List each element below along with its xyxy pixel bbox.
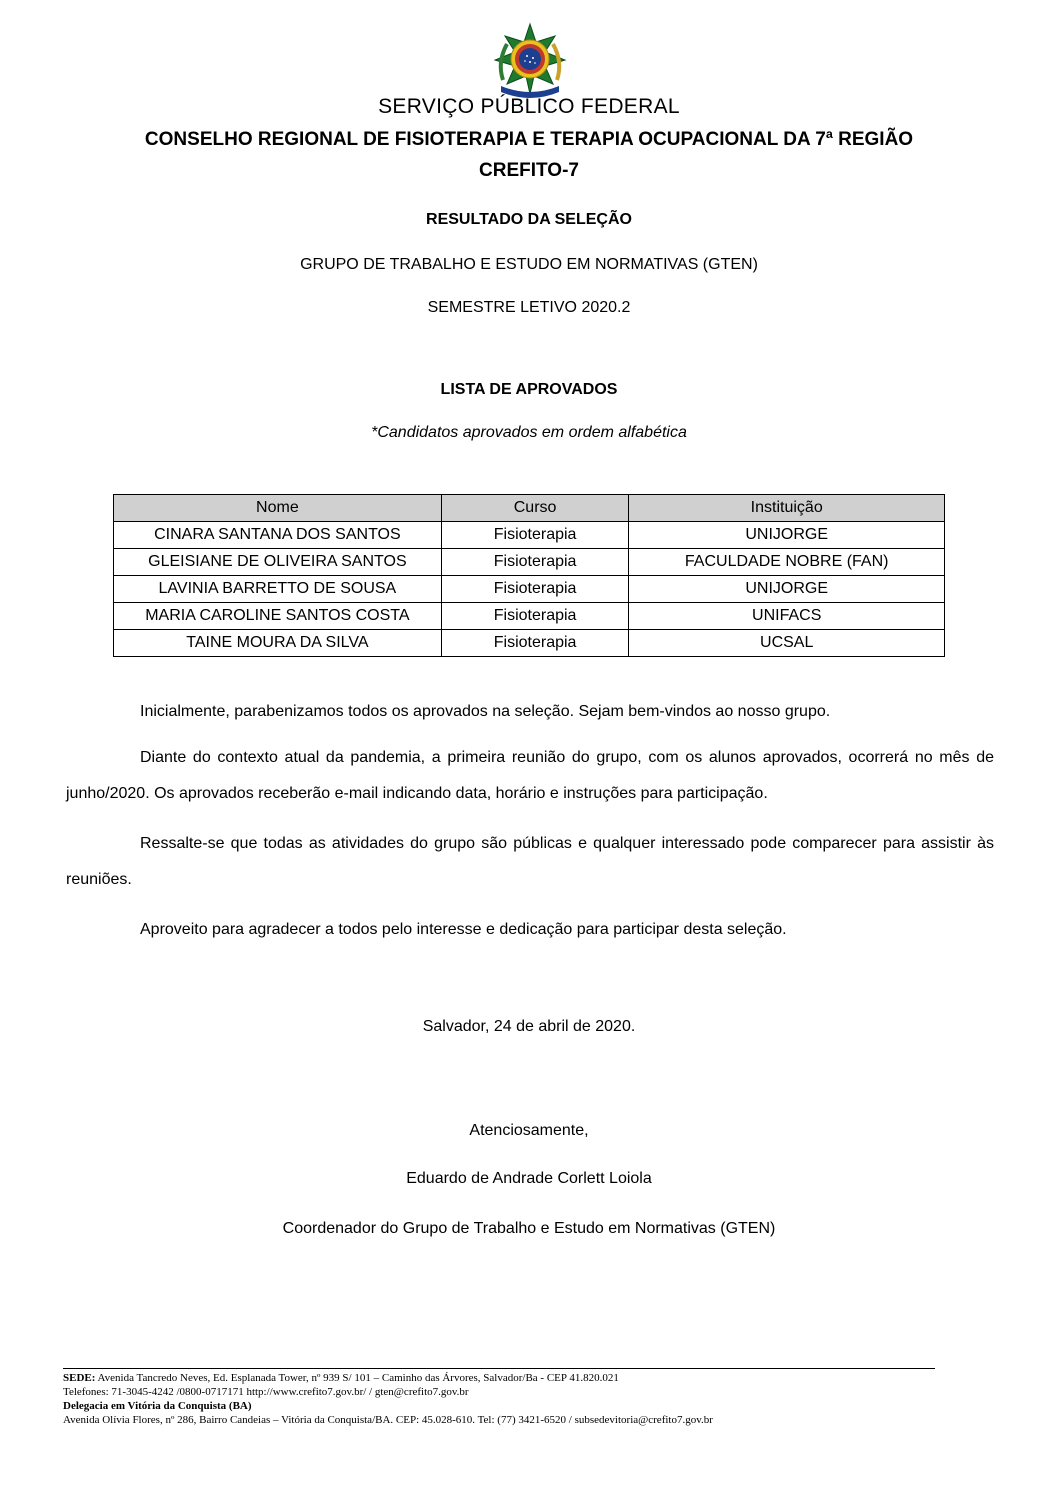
cell-instituicao: FACULDADE NOBRE (FAN) <box>629 549 945 576</box>
table-header-row <box>114 495 945 522</box>
cell-nome: LAVINIA BARRETTO DE SOUSA <box>114 576 442 603</box>
cell-instituicao: UNIFACS <box>629 603 945 630</box>
footer-sede-address: Avenida Tancredo Neves, Ed. Esplanada Tower, nº 939 S/ 101 – Caminho das Árvores, Salvador/Ba - CEP 41.820.021 <box>95 1372 619 1384</box>
ordering-note: *Candidatos aprovados em ordem alfabética <box>371 424 687 441</box>
approved-list-heading: LISTA DE APROVADOS <box>440 381 618 398</box>
signatory-role: Coordenador do Grupo de Trabalho e Estudo em Normativas (GTEN) <box>282 1220 776 1237</box>
paragraph-thanks: Aproveito para agradecer a todos pelo interesse e dedicação para participar desta seleção. <box>140 921 787 938</box>
table-row <box>114 603 945 630</box>
footer-delegacia <box>63 1399 963 1413</box>
signatory-name: Eduardo de Andrade Corlett Loiola <box>406 1170 652 1187</box>
cell-curso: Fisioterapia <box>441 576 629 603</box>
cell-curso: Fisioterapia <box>441 549 629 576</box>
document-title: RESULTADO DA SELEÇÃO <box>426 211 632 228</box>
cell-instituicao: UNIJORGE <box>629 522 945 549</box>
cell-nome: TAINE MOURA DA SILVA <box>114 630 442 657</box>
footer-phones: Telefones: 71-3045-4242 /0800-0717171 http://www.crefito7.gov.br/ / gten@crefito7.gov.br <box>63 1386 469 1398</box>
salutation: Atenciosamente, <box>469 1122 589 1139</box>
approved-table <box>113 494 945 657</box>
council-acronym: CREFITO-7 <box>479 160 579 181</box>
footer-sede-label: SEDE: <box>63 1372 96 1384</box>
council-name: CONSELHO REGIONAL DE FISIOTERAPIA E TERAPIA OCUPACIONAL DA 7ª REGIÃO <box>144 129 914 150</box>
date-line: Salvador, 24 de abril de 2020. <box>422 1018 636 1035</box>
column-header-instituicao: Instituição <box>629 495 945 522</box>
paragraph-congratulations: Inicialmente, parabenizamos todos os aprovados na seleção. Sejam bem-vindos ao nosso grupo. <box>140 703 831 720</box>
cell-instituicao: UNIJORGE <box>629 576 945 603</box>
table-row <box>114 630 945 657</box>
paragraph-first-meeting: Diante do contexto atual da pandemia, a primeira reunião do grupo, com os alunos aprovados, ocorrerá no mês de junho/2020. Os aprovados receberão e-mail indicando data, horário e instruções para participação. <box>66 749 994 802</box>
cell-instituicao: UCSAL <box>629 630 945 657</box>
column-header-curso: Curso <box>441 495 629 522</box>
cell-nome: MARIA CAROLINE SANTOS COSTA <box>114 603 442 630</box>
cell-curso: Fisioterapia <box>441 630 629 657</box>
brazil-coat-of-arms-icon <box>489 22 571 98</box>
table-row <box>114 549 945 576</box>
footer-sede <box>63 1371 963 1385</box>
footer-divider <box>63 1368 935 1369</box>
cell-curso: Fisioterapia <box>441 603 629 630</box>
cell-curso: Fisioterapia <box>441 522 629 549</box>
semester: SEMESTRE LETIVO 2020.2 <box>427 299 631 316</box>
service-heading: SERVIÇO PÚBLICO FEDERAL <box>378 95 680 118</box>
footer <box>63 1371 963 1427</box>
paragraph-public-activities: Ressalte-se que todas as atividades do grupo são públicas e qualquer interessado pode comparecer para assistir às reuniões. <box>66 835 994 888</box>
footer-delegacia-address: Avenida Olívia Flores, nº 286, Bairro Candeias – Vitória da Conquista/BA. CEP: 45.028-610. Tel: (77) 3421-6520 / subsedevitoria@crefito7.gov.br <box>63 1414 713 1426</box>
footer-delegacia-label: Delegacia em Vitória da Conquista (BA) <box>63 1400 252 1412</box>
cell-nome: CINARA SANTANA DOS SANTOS <box>114 522 442 549</box>
table-row <box>114 576 945 603</box>
group-name: GRUPO DE TRABALHO E ESTUDO EM NORMATIVAS (GTEN) <box>300 256 758 273</box>
cell-nome: GLEISIANE DE OLIVEIRA SANTOS <box>114 549 442 576</box>
table-row <box>114 522 945 549</box>
column-header-nome: Nome <box>114 495 442 522</box>
